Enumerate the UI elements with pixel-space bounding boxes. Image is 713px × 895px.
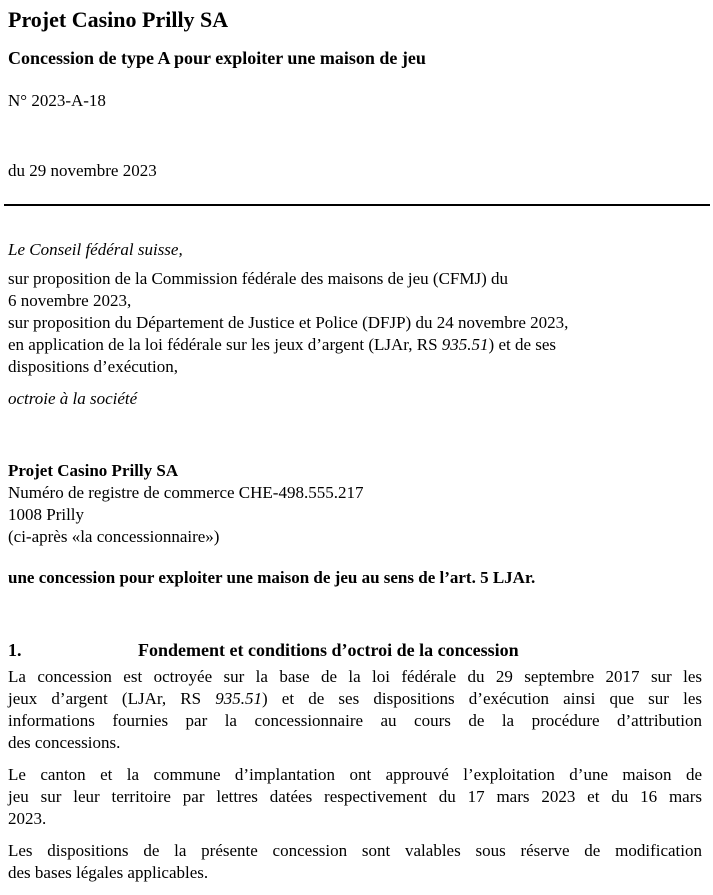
preamble-clause-1-line-1: sur proposition de la Commission fédérale des maisons de jeu (CFMJ) du [8,269,509,288]
para1-legal-reference: 935.51 [215,689,262,708]
section-1-paragraph-2-line-1: Le canton et la commune d’implantation ont approuvé l’exploitation d’une maison de [8,765,702,784]
section-1-paragraph-2-line-2: jeu sur leur territoire par lettres datées respectivement du 17 mars 2023 et du 16 mars [8,787,702,806]
preamble-clause-3-line-1 [8,334,556,356]
grantee-alias: (ci-après «la concessionnaire») [8,527,220,546]
section-1-paragraph-1-line-4: des concessions. [8,733,121,752]
document-date: du 29 novembre 2023 [8,161,157,180]
document-title: Projet Casino Prilly SA [8,7,229,32]
grantee-name: Projet Casino Prilly SA [8,461,179,480]
document-number: N° 2023-A-18 [8,91,106,110]
section-1-number: 1. [8,640,22,660]
section-1-paragraph-1-line-3: informations fournies par la concessionnaire au cours de la procédure d’attribution [8,711,702,730]
preamble-clause-3-text-b: ) et de ses [488,335,557,354]
preamble-clause-2 [8,312,568,334]
preamble-clause-1 [8,268,508,312]
preamble-clause-2-line-1: sur proposition du Département de Justice et Police (DFJP) du 24 novembre 2023, [8,313,569,332]
grantee-address: 1008 Prilly [8,505,85,524]
preamble-clause-3 [8,334,556,378]
section-1-paragraph-3-line-1: Les dispositions de la présente concession sont valables sous réserve de modification [8,841,702,860]
preamble-clause-3-line-2: dispositions d’exécution, [8,357,178,376]
section-1-paragraph-1-line-1: La concession est octroyée sur la base de la loi fédérale du 29 septembre 2017 sur les [8,667,702,686]
section-1-heading [8,638,708,662]
grant-statement: une concession pour exploiter une maison de jeu au sens de l’art. 5 LJAr. [8,568,536,587]
section-1-paragraph-1 [8,666,702,754]
para1-text-a: jeux d’argent (LJAr, RS [8,689,216,708]
legal-reference: 935.51 [441,335,489,354]
section-1-paragraph-3 [8,840,702,884]
section-1-paragraph-3-line-2: des bases légales applicables. [8,863,209,882]
section-1-title: Fondement et conditions d’octroi de la concession [138,640,519,660]
section-1-paragraph-2-line-3: 2023. [8,809,47,828]
grantee-register: Numéro de registre de commerce CHE-498.555.217 [8,483,364,502]
section-1-paragraph-2 [8,764,702,830]
preamble-clause-1-line-2: 6 novembre 2023, [8,291,132,310]
section-1-paragraph-1-line-2 [8,688,702,710]
header-divider [4,204,710,206]
preamble-clause-3-text-a: en application de la loi fédérale sur les jeux d’argent (LJAr, RS [8,335,442,354]
grantee-block [8,460,363,548]
preamble-grant: octroie à la société [8,389,138,408]
preamble-authority: Le Conseil fédéral suisse, [8,240,183,259]
para1-text-b: ) et de ses dispositions d’exécution ainsi que sur les [261,689,702,708]
document-subtitle: Concession de type A pour exploiter une maison de jeu [8,48,426,68]
